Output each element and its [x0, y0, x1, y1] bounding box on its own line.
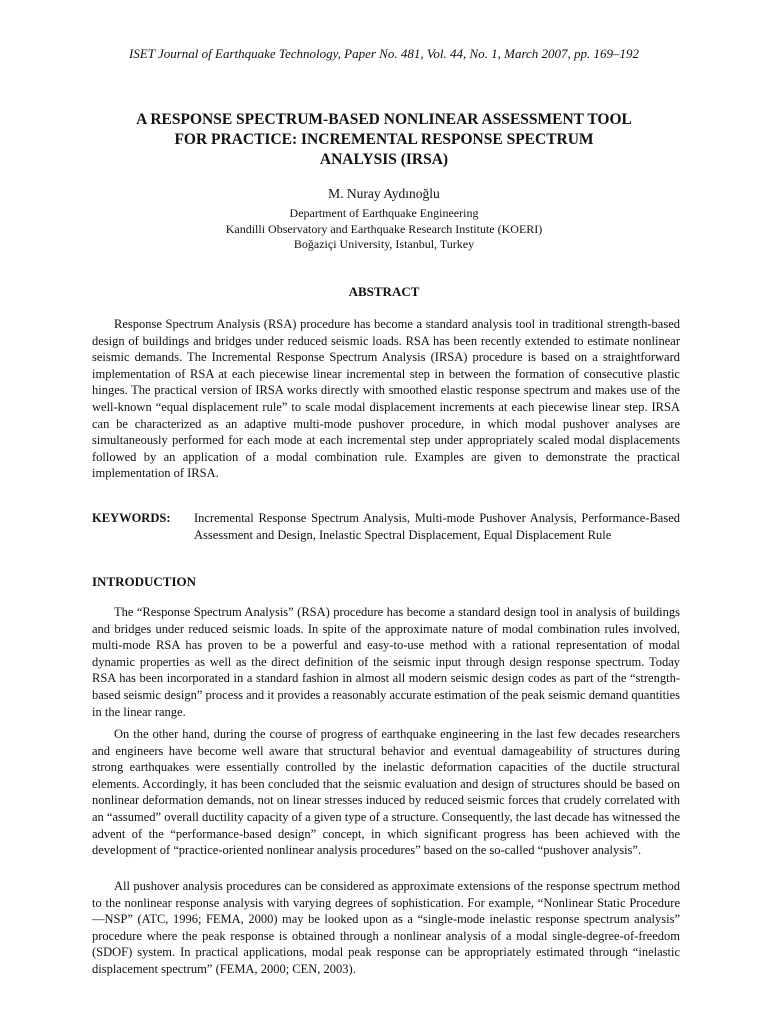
keywords-label: KEYWORDS:	[92, 511, 171, 525]
introduction-heading: INTRODUCTION	[92, 574, 197, 589]
keywords-text: Incremental Response Spectrum Analysis, Multi-mode Pushover Analysis, Performance-Based Assessment and Design, Inelastic Spectral Displacement, Equal Displacement Rule	[194, 511, 680, 542]
body-paragraph: The “Response Spectrum Analysis” (RSA) procedure has become a standard design tool in analysis of buildings and bridges under reduced seismic loads. In spite of the approximate nature of modal combination rules involved, multi-mode RSA has proven to be a powerful and easy-to-use method with a rational representation of modal dynamic properties as well as the direct definition of the seismic input through design response spectrum. Today RSA has been incorporated in a standard fashion in almost all modern seismic design codes as part of the “strength-based seismic design” process and it provides a reasonably accurate estimation of the peak seismic demand quantities in the linear range.	[92, 605, 681, 719]
journal-header: ISET Journal of Earthquake Technology, Paper No. 481, Vol. 44, No. 1, March 2007, pp. 169–192	[128, 46, 640, 61]
affiliation-line: Boğaziçi University, Istanbul, Turkey	[293, 237, 475, 251]
abstract-heading: ABSTRACT	[348, 284, 420, 299]
abstract-text: Response Spectrum Analysis (RSA) procedure has become a standard analysis tool in traditional strength-based design of buildings and bridges under reduced seismic loads. RSA has been recently extended to estimate nonlinear seismic demands. The Incremental Response Spectrum Analysis (IRSA) procedure is based on a straightforward implementation of RSA at each piecewise linear incremental step in between the formation of consecutive plastic hinges. The practical version of IRSA works directly with smoothed elastic response spectrum and makes use of the well-known “equal displacement rule” to scale modal displacement increments at each piecewise linear step. IRSA can be characterized as an adaptive multi-mode pushover procedure, in which modal pushover analyses are simultaneously performed for each mode at each incremental step under appropriately scaled modal displacements followed by an application of a modal combination rule. Examples are given to demonstrate the practical implementation of IRSA.	[92, 317, 680, 481]
affiliation-line: Department of Earthquake Engineering	[289, 206, 479, 220]
affiliation-line: Kandilli Observatory and Earthquake Research Institute (KOERI)	[225, 221, 543, 236]
keywords-block	[92, 510, 680, 543]
body-paragraph: All pushover analysis procedures can be considered as approximate extensions of the response spectrum method to the nonlinear response analysis with varying degrees of sophistication. For example, “Nonlinear Static Procedure—NSP” (ATC, 1996; FEMA, 2000) may be looked upon as a “single-mode inelastic response spectrum analysis” procedure where the peak response is obtained through a nonlinear analysis of a modal single-degree-of-freedom (SDOF) system. In practical applications, modal peak response can be appropriately estimated through “inelastic displacement spectrum” (FEMA, 2000; CEN, 2003).	[92, 879, 680, 976]
author-affiliation	[0, 206, 768, 253]
author-name: M. Nuray Aydınoğlu	[328, 186, 440, 201]
paper-title: A RESPONSE SPECTRUM-BASED NONLINEAR ASSESSMENT TOOL FOR PRACTICE: INCREMENTAL RESPONSE SPECTRUM ANALYSIS (IRSA)	[136, 111, 632, 168]
body-paragraph: On the other hand, during the course of progress of earthquake engineering in the last few decades researchers and engineers have become well aware that structural behavior and eventual damageability of structures during strong earthquakes were essentially controlled by the inelastic deformation capacities of the ductile structural elements. Accordingly, it has been concluded that the seismic evaluation and design of structures should be based on nonlinear deformation demands, not on linear stresses induced by reduced seismic forces that crudely correlated with an “assumed” overall ductility capacity of a given type of a structure. Consequently, the last decade has witnessed the advent of the “performance-based design” concept, in which significant progress has been achieved with the development of “practice-oriented nonlinear analysis procedures” based on the so-called “pushover analysis”.	[92, 727, 680, 858]
